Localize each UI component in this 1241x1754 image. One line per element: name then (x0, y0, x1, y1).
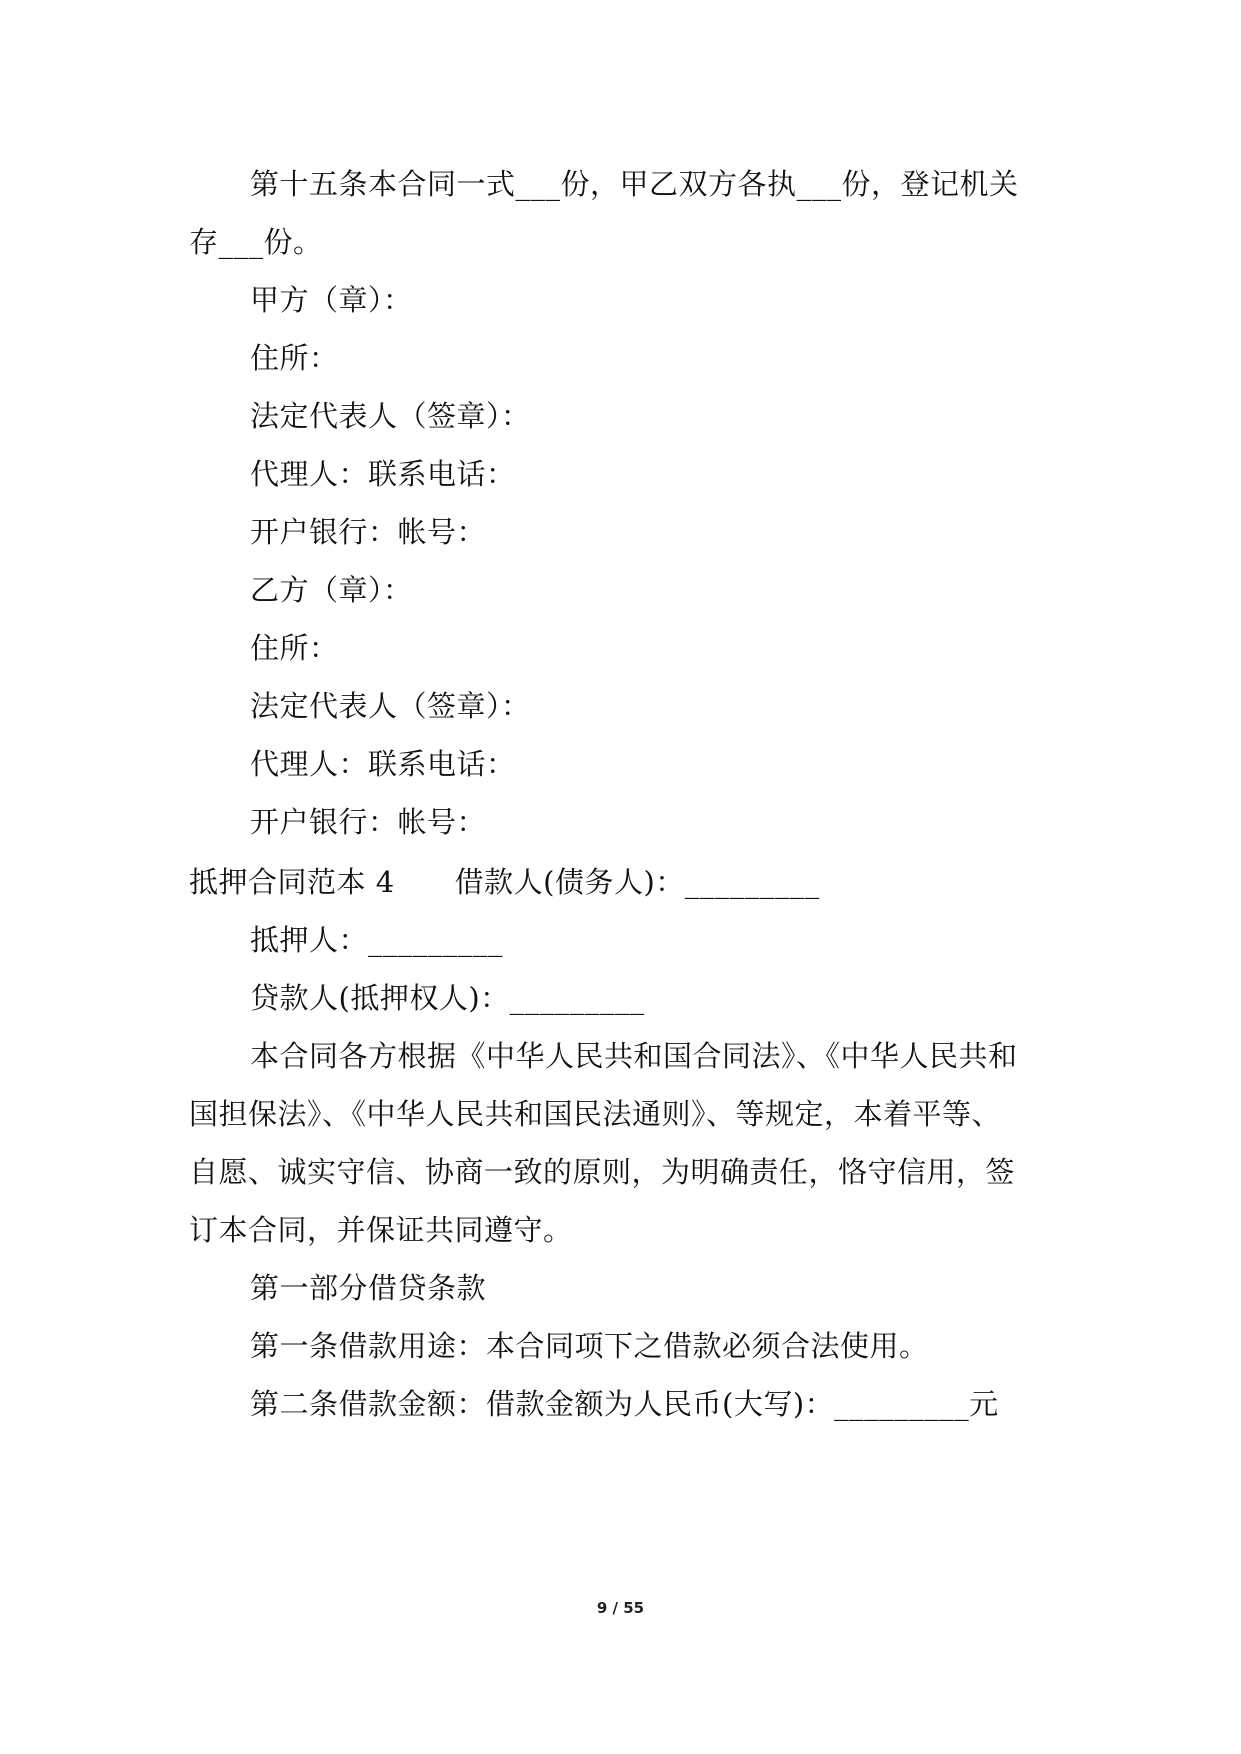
party-b-seal: 乙方（章）： (250, 573, 413, 607)
page-number: 9 / 55 (596, 1599, 645, 1617)
party-b-address: 住所： (250, 631, 339, 665)
party-a-agent-phone: 代理人：联系电话： (250, 457, 516, 491)
clause-15-line-2: 存___份。 (189, 225, 323, 259)
article-2: 第二条借款金额：借款金额为人民币(大写)：_________元 (250, 1387, 999, 1421)
party-a-seal: 甲方（章）： (250, 283, 413, 317)
preamble-line-4: 订本合同，并保证共同遵守。 (189, 1213, 573, 1247)
preamble-line-1: 本合同各方根据《中华人民共和国合同法》、《中华人民共和 (250, 1039, 1018, 1073)
article-1: 第一条借款用途：本合同项下之借款必须合法使用。 (250, 1329, 929, 1363)
section-heading: 第一部分借贷条款 (250, 1271, 487, 1305)
party-a-bank-account: 开户银行：帐号： (250, 515, 487, 549)
mortgagor-field: 抵押人：_________ (250, 923, 504, 957)
party-a-address: 住所： (250, 341, 339, 375)
template-title: 抵押合同范本 4 (189, 865, 395, 899)
party-b-bank-account: 开户银行：帐号： (250, 805, 487, 839)
template-heading-line (189, 862, 1059, 902)
party-b-legal-rep: 法定代表人（签章）： (250, 689, 531, 723)
clause-15-line-1: 第十五条本合同一式___份，甲乙双方各执___份，登记机关 (250, 167, 1019, 201)
preamble-line-2: 国担保法》、《中华人民共和国民法通则》、等规定，本着平等、 (189, 1097, 1002, 1131)
lender-field: 贷款人(抵押权人)：_________ (250, 981, 645, 1015)
party-b-agent-phone: 代理人：联系电话： (250, 747, 516, 781)
party-a-legal-rep: 法定代表人（签章）： (250, 399, 531, 433)
borrower-field: 借款人(债务人)：_________ (454, 865, 820, 899)
preamble-line-3: 自愿、诚实守信、协商一致的原则，为明确责任，恪守信用，签 (189, 1155, 1016, 1189)
